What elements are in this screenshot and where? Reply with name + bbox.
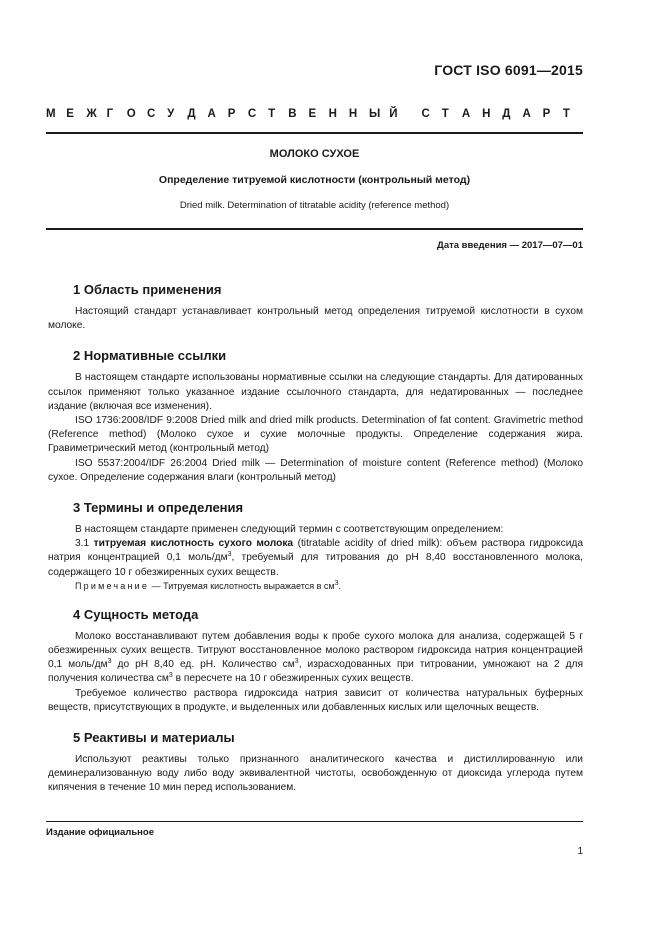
text-run: в пересчете на 10 г обезжиренных сухих веществ. (172, 673, 414, 685)
banner-letter: Н (348, 108, 358, 120)
top-divider (46, 132, 583, 134)
paragraph (48, 630, 583, 687)
section-scope (48, 281, 583, 333)
text-run: , израсходованных при титровании, умножают на 2 для получения количества см (48, 659, 583, 685)
section-terms (48, 499, 584, 592)
banner-letter: С (247, 108, 257, 120)
term-definition (48, 537, 583, 580)
banner-word-standard (422, 108, 584, 120)
paragraph: В настоящем стандарте применен следующий термин с соответствующим определением: (75, 524, 504, 536)
banner-letter: А (207, 108, 216, 120)
banner-letter: У (167, 108, 175, 120)
superscript: 3 (107, 658, 112, 666)
section-heading: 2 Нормативные ссылки (73, 348, 227, 364)
banner-letter: Й (389, 108, 398, 120)
banner-letter: В (288, 108, 297, 120)
paragraph: Настоящий стандарт устанавливает контрольный метод определения титруемой кислотности в сухом молоке. (48, 306, 583, 332)
banner-letter: Д (502, 108, 511, 120)
official-edition-label: Издание официальное (46, 827, 154, 838)
banner-word-interstate (46, 108, 409, 120)
definition-text-a: (titratable acidity of dried milk): объем раствора гидроксида натрия концентрацией 0,1 моль/дм (48, 538, 584, 564)
paragraph: В настоящем стандарте использованы нормативные ссылки на следующие стандарты. Для датированных ссылок применяют только указанное издание ссылочного стандарта, для недатированных — последнее издание (включая все изменения). (48, 372, 583, 412)
superscript: 3 (227, 551, 232, 559)
introduction-date: Дата введения — 2017—07—01 (437, 240, 583, 251)
banner-letter: С (146, 108, 156, 120)
banner-letter: Т (562, 108, 570, 120)
paragraph: Используют реактивы только признанного аналитического качества и дистиллированную или деминерализованную воду либо воду эквивалентной чистоты, освобожденную от диоксида углерода путем кипячения в течение 10 мин перед использованием. (48, 754, 583, 794)
note-end: . (338, 580, 342, 591)
section-normative-references (48, 347, 583, 485)
document-code: ГОСТ ISO 6091—2015 (434, 62, 583, 78)
term-number: 3.1 (75, 538, 94, 550)
footer-divider (46, 821, 583, 822)
banner-letter: О (126, 108, 136, 120)
banner-letter: Т (441, 108, 449, 120)
definition-text-b: , требуемый для титрования до pH 8,40 восстановленного молока, содержащего 10 г обезжиренных сухих веществ. (48, 552, 583, 578)
banner-letter: А (522, 108, 531, 120)
banner-letter: Н (482, 108, 491, 120)
banner-letter: Р (227, 108, 236, 120)
reference-iso-5537: ISO 5537:2004/IDF 26:2004 Dried milk — Determination of moisture content (Reference method) (Молоко сухое. Определение содержания влаги (контрольный метод) (48, 457, 583, 483)
banner-letter: С (421, 108, 430, 120)
note-text: — Титруемая кислотность выражается в см (149, 580, 335, 591)
note (48, 580, 583, 592)
reference-iso-1736: ISO 1736:2008/IDF 9:2008 Dried milk and dried milk products. Determination of fat content. Gravimetric method (Reference method) (Молоко сухое и сухие молочные продукты. Определение содержания жира. Гравиметрический метод (контрольный метод) (48, 415, 583, 455)
document-title-english: Dried milk. Determination of titratable acidity (reference method) (179, 200, 450, 211)
standard-banner (46, 108, 583, 120)
page-number: 1 (577, 846, 583, 857)
section-principle (48, 606, 583, 715)
title-divider (46, 228, 583, 230)
section-heading: 3 Термины и определения (73, 500, 244, 516)
section-heading: 4 Сущность метода (73, 606, 199, 622)
document-body (48, 281, 584, 810)
banner-letter: Т (268, 108, 276, 120)
banner-letter: А (461, 108, 471, 120)
note-label: Примечание (75, 580, 150, 591)
term-name: титруемая кислотность сухого молока (93, 538, 294, 550)
banner-letter: Р (542, 108, 551, 120)
text-run: до pH 8,40 ед. pH. Количество см (111, 659, 295, 671)
banner-letter: Д (187, 108, 196, 120)
banner-letter: Н (328, 108, 337, 120)
paragraph: Требуемое количество раствора гидроксида натрия зависит от количества натуральных буферных веществ, присутствующих в продукте, и выделенных или добавленных кислых или щелочных веществ. (48, 687, 583, 713)
section-heading: 5 Реактивы и материалы (73, 730, 235, 746)
superscript: 3 (294, 658, 299, 666)
text-run: Молоко восстанавливают путем добавления воды к пробе сухого молока для анализа, содержащей 5 г обезжиренных сухих веществ. Титруют восстановленное молоко раствором гидроксида натрия концентрацией 0,1 моль/дм (48, 630, 583, 671)
section-reagents (48, 729, 583, 796)
banner-letter: Г (106, 108, 114, 120)
section-heading: 1 Область применения (73, 282, 222, 297)
banner-letter: Е (308, 108, 317, 120)
superscript: 3 (334, 579, 339, 587)
banner-letter: М (46, 108, 56, 120)
banner-letter: Е (66, 108, 74, 120)
document-subtitle: Определение титруемой кислотности (контрольный метод) (158, 174, 471, 186)
banner-letter: Ы (369, 108, 381, 120)
document-title: МОЛОКО СУХОЕ (269, 148, 360, 160)
superscript: 3 (168, 672, 173, 680)
banner-letter: Ж (86, 108, 97, 120)
